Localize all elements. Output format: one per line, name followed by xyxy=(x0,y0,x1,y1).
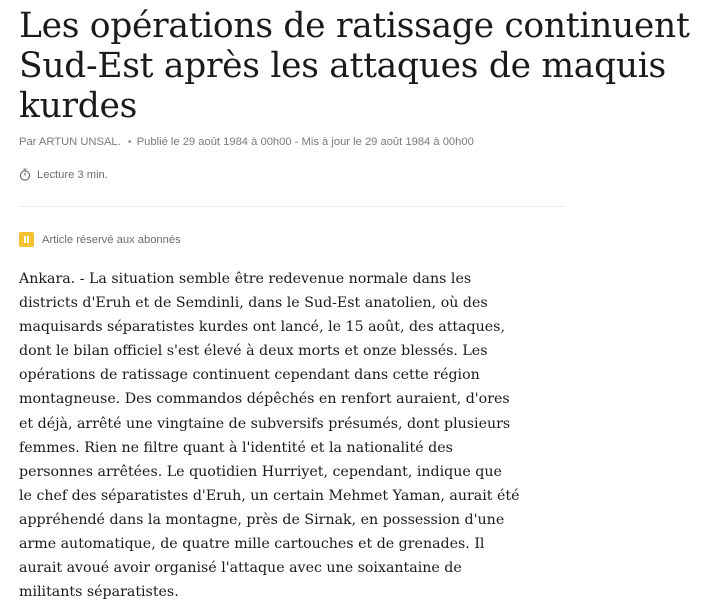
body-line: districts d'Eruh et de Semdinli, dans le Sud-Est anatolien, où des xyxy=(19,295,488,312)
body-line: appréhendé dans la montagne, près de Sirnak, en possession d'une xyxy=(19,511,505,528)
subscriber-label: Article réservé aux abonnés xyxy=(42,233,181,246)
article-headline xyxy=(19,6,719,126)
subscriber-notice xyxy=(19,232,181,247)
headline-line: kurdes xyxy=(19,86,138,126)
stopwatch-icon xyxy=(19,168,31,181)
headline-line: Sud-Est après les attaques de maquis xyxy=(19,46,666,86)
body-line: personnes arrêtées. Le quotidien Hurriyet, cependant, indique que xyxy=(19,463,502,480)
body-line: Ankara. - La situation semble être redevenue normale dans les xyxy=(19,271,472,287)
article-meta xyxy=(19,136,474,148)
headline-line: Les opérations de ratissage continuent xyxy=(19,6,690,46)
reading-time xyxy=(19,168,108,181)
body-line: femmes. Rien ne filtre quant à l'identité et la nationalité des xyxy=(19,439,453,456)
publication-dates: Publié le 29 août 1984 à 00h00 - Mis à jour le 29 août 1984 à 00h00 xyxy=(136,136,474,148)
body-line: arme automatique, de quatre mille cartouches et de grenades. Il xyxy=(19,536,485,553)
body-line: et déjà, arrêté une vingtaine de subversifs présumés, dont plusieurs xyxy=(19,415,511,432)
body-line: aurait avoué avoir organisé l'attaque avec une soixantaine de xyxy=(19,560,462,577)
meta-separator: • xyxy=(127,136,132,148)
body-line: maquisards séparatistes kurdes ont lancé, le 15 août, des attaques, xyxy=(19,319,505,336)
article-body xyxy=(19,267,565,604)
body-line: militants séparatistes. xyxy=(19,584,179,601)
premium-badge-icon xyxy=(19,232,34,247)
body-line: le chef des séparatistes d'Eruh, un certain Mehmet Yaman, aurait été xyxy=(19,487,520,504)
author-link[interactable]: Par ARTUN UNSAL. xyxy=(19,136,121,148)
body-line: dont le bilan officiel s'est élevé à deux morts et onze blessés. Les xyxy=(19,343,488,360)
body-line: opérations de ratissage continuent cependant dans cette région xyxy=(19,367,480,384)
section-divider xyxy=(19,206,565,207)
body-line: montagneuse. Des commandos dépêchés en renfort auraient, d'ores xyxy=(19,391,510,408)
reading-time-label: Lecture 3 min. xyxy=(37,168,108,181)
